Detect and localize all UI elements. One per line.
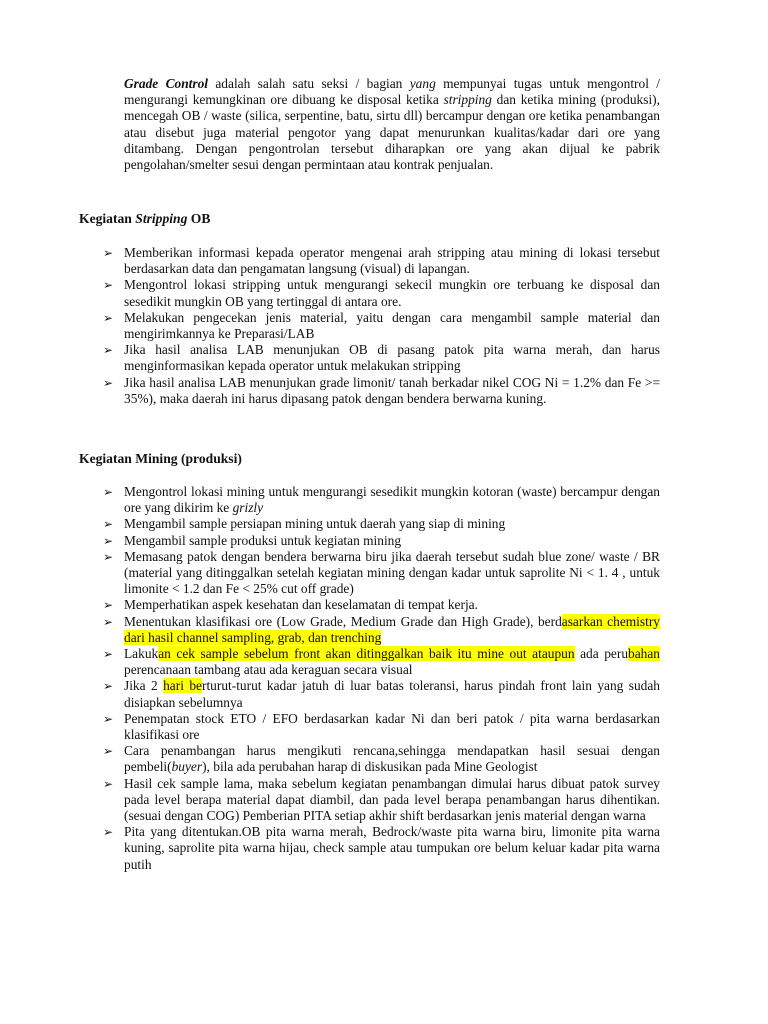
list-item-italic: buyer — [171, 759, 203, 775]
list-item-text: rturut-turut kadar jatuh di luar batas toleransi, harus pindah front lain yang sudah disiapkan sebelumnya — [124, 678, 660, 710]
list-item — [79, 711, 660, 743]
stripping-bullet-list — [79, 245, 660, 407]
list-item — [79, 614, 660, 646]
list-item — [79, 375, 660, 407]
arrow-bullet-icon: ➢ — [103, 711, 114, 726]
highlighted-text: hari be — [163, 678, 202, 694]
list-item-text: Penempatan stock ETO / EFO berdasarkan kadar Ni dan beri patok / pita warna berdasarkan klasifikasi ore — [124, 710, 660, 743]
arrow-bullet-icon: ➢ — [103, 246, 114, 260]
section-heading-stripping — [79, 211, 210, 227]
list-item-text: Memperhatikan aspek kesehatan dan keselamatan di tempat kerja. — [124, 597, 478, 613]
list-item-text: Jika 2 — [124, 678, 164, 694]
highlighted-text: asarkan chemistry dari hasil channel sampling, grab, dan trenching — [124, 613, 660, 645]
list-item-text: Mengambil sample produksi untuk kegiatan mining — [124, 532, 402, 548]
arrow-bullet-icon: ➢ — [103, 485, 114, 499]
arrow-bullet-icon: ➢ — [103, 533, 114, 548]
list-item-text: Jika hasil analisa LAB menunjukan OB di pasang patok pita warna merah, dan harus menginformasikan kepada operator untuk melakukan stripping — [124, 342, 660, 374]
arrow-bullet-icon: ➢ — [103, 278, 114, 293]
list-item — [79, 484, 660, 516]
arrow-bullet-icon: ➢ — [103, 375, 114, 390]
arrow-bullet-icon: ➢ — [103, 825, 114, 840]
list-item — [79, 342, 660, 374]
intro-text-2: mempunyai tugas untuk mengontrol / mengurangi kemungkinan ore dibuang ke disposal ketika — [124, 76, 661, 108]
highlighted-text: bahan — [628, 646, 661, 662]
arrow-bullet-icon: ➢ — [103, 598, 114, 613]
list-item-text: ), bila ada perubahan harap di diskusikan pada Mine Geologist — [202, 759, 538, 775]
list-item-text: Memberikan informasi kepada operator mengenai arah stripping atau mining di lokasi tersebut berdasarkan data dan pengamatan langsung (visual) di lapangan. — [124, 245, 660, 277]
list-item — [79, 646, 660, 678]
list-item — [79, 743, 660, 775]
list-item-text: Memasang patok dengan bendera berwarna biru jika daerah tersebut sudah blue zone/ waste / BR (material yang ditinggalkan setelah kegiatan mining dengan kadar untuk saprolite Ni < 1. 4 , untuk limonite < 1.2 dan Fe < 25% cut off grade) — [124, 548, 660, 597]
list-item-text: Jika hasil analisa LAB menunjukan grade limonit/ tanah berkadar nikel COG Ni = 1.2% dan Fe >= 35%), maka daerah ini harus dipasang patok dengan bendera berwarna kuning. — [124, 374, 660, 406]
list-item-text: Hasil cek sample lama, maka sebelum kegiatan penambangan dimulai harus dibuat patok survey pada level berapa material dapat diambil, dan pada level berapa penambangan harus dihentikan. (sesuai dengan COG) Pemberian PITA setiap akhir shift berdasarkan jenis material dengan warna — [124, 775, 660, 824]
mining-bullet-list — [79, 484, 660, 873]
list-item — [79, 533, 660, 549]
heading-1-post: OB — [187, 211, 211, 226]
intro-text-1: adalah salah satu seksi / bagian — [208, 76, 410, 91]
list-item — [79, 678, 660, 710]
intro-paragraph — [124, 76, 660, 173]
list-item-text: Melakukan pengecekan jenis material, yaitu dengan cara mengambil sample material dan mengirimkannya ke Preparasi/LAB — [124, 309, 660, 342]
arrow-bullet-icon: ➢ — [103, 310, 114, 325]
list-item-text: Mengontrol lokasi stripping untuk mengurangi sekecil mungkin ore terbuang ke disposal dan sesedikit mungkin OB yang tertinggal di antara ore. — [124, 277, 660, 309]
highlighted-text: an cek sample sebelum front akan ditinggalkan baik itu mine out ataupun — [158, 646, 575, 662]
list-item-italic: grizly — [232, 500, 264, 516]
list-item — [79, 245, 660, 277]
list-item — [79, 549, 660, 598]
list-item — [79, 824, 660, 873]
intro-italic-2: stripping — [443, 92, 492, 108]
arrow-bullet-icon: ➢ — [103, 679, 114, 694]
list-item-text: perencanaan tambang atau ada keraguan secara visual — [124, 662, 413, 678]
list-item-text: Menentukan klasifikasi ore (Low Grade, Medium Grade dan High Grade), berd — [124, 613, 562, 629]
list-item — [79, 776, 660, 825]
arrow-bullet-icon: ➢ — [103, 776, 114, 791]
list-item-text: Lakuk — [124, 646, 159, 662]
list-item-text: Mengontrol lokasi mining untuk mengurangi sesedikit mungkin kotoran (waste) bercampur dengan ore yang dikirim ke — [124, 484, 660, 516]
intro-text-3: dan ketika mining (produksi), mencegah OB / waste (silica, serpentine, batu, sirtu dll) bercampur dengan ore ketika penambangan atau disebut juga material pengotor yang dapat menurunkan kualitas/kadar dari ore yang ditambang. Dengan pengontrolan tersebut diharapkan ore yang akan dijual ke pabrik pengolahan/smelter sesui dengan permintaan atau kontrak penjualan. — [124, 92, 660, 173]
arrow-bullet-icon: ➢ — [103, 549, 114, 564]
arrow-bullet-icon: ➢ — [103, 647, 114, 662]
list-item-text: ada peru — [574, 646, 629, 662]
arrow-bullet-icon: ➢ — [103, 343, 114, 358]
intro-italic-1: yang — [409, 76, 436, 91]
list-item — [79, 277, 660, 309]
arrow-bullet-icon: ➢ — [103, 614, 114, 629]
list-item-text: Cara penambangan harus mengikuti rencana,sehingga mendapatkan hasil sesuai dengan pembeli( — [124, 743, 660, 775]
heading-1-pre: Kegiatan — [79, 211, 136, 226]
arrow-bullet-icon: ➢ — [103, 517, 114, 532]
arrow-bullet-icon: ➢ — [103, 744, 114, 759]
list-item — [79, 516, 660, 532]
heading-1-italic: Stripping — [135, 211, 188, 226]
section-heading-mining: Kegiatan Mining (produksi) — [79, 451, 242, 466]
list-item-text: Pita yang ditentukan.OB pita warna merah, Bedrock/waste pita warna biru, limonite pita warna kuning, saprolite pita warna hijau, check sample atau tumpukan ore belum keluar kadar pita warna putih — [124, 824, 660, 872]
list-item-text: Mengambil sample persiapan mining untuk daerah yang siap di mining — [124, 516, 506, 532]
intro-lead: Grade Control — [124, 76, 208, 91]
list-item — [79, 597, 660, 613]
list-item — [79, 310, 660, 342]
